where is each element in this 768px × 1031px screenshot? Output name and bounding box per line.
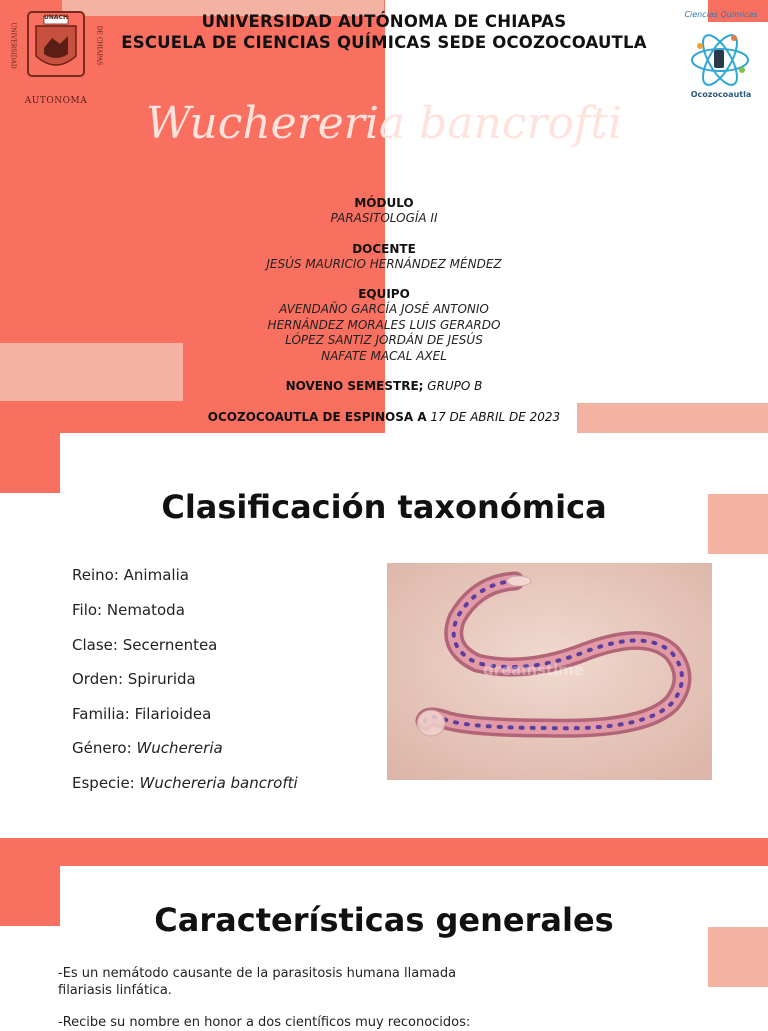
taxonomy-item-label: Orden: xyxy=(72,670,128,688)
unach-logo-bottom-text: AUTONOMA xyxy=(24,96,88,106)
docente-label: DOCENTE xyxy=(352,242,416,256)
cover-coral-left-tail xyxy=(0,433,60,493)
semestre-line xyxy=(0,379,768,393)
taxonomy-item-label: Filo: xyxy=(72,601,107,619)
docente-value: JESÚS MAURICIO HERNÁNDEZ MÉNDEZ xyxy=(266,257,502,271)
worm-image-watermark: dreamstime xyxy=(483,661,585,679)
taxonomy-item xyxy=(72,705,211,723)
fecha-value: 17 DE ABRIL DE 2023 xyxy=(430,410,561,424)
page3-coral-band xyxy=(0,838,768,866)
lugar-label: OCOZOCOAUTLA DE ESPINOSA A xyxy=(207,410,427,424)
taxonomy-item xyxy=(72,739,223,757)
taxonomy-item-value: Wuchereria xyxy=(136,739,223,757)
equipo-member: AVENDAÑO GARCÍA JOSÉ ANTONIO xyxy=(279,302,489,316)
equipo-member: LÓPEZ SANTIZ JORDÁN DE JESÚS xyxy=(285,333,483,347)
taxonomy-item-label: Reino: xyxy=(72,566,124,584)
equipo-member: NAFATE MACAL AXEL xyxy=(321,349,447,363)
taxonomy-item-label: Clase: xyxy=(72,636,123,654)
cover-title: Wuchereria bancrofti xyxy=(145,98,623,149)
taxonomy-item xyxy=(72,601,185,619)
lugar-fecha-line xyxy=(0,410,768,424)
taxonomy-item xyxy=(72,774,298,792)
unach-logo-right-text: DE CHIAPAS xyxy=(95,25,103,66)
taxonomy-item-label: Especie: xyxy=(72,774,140,792)
ciencias-logo-top-text: Ciencias Químicas xyxy=(684,10,758,19)
taxonomy-item-value: Animalia xyxy=(123,566,189,584)
semestre-label: NOVENO SEMESTRE; xyxy=(285,379,424,393)
university-name: UNIVERSIDAD AUTÓNOMA DE CHIAPAS xyxy=(201,12,567,31)
taxonomy-item-value: Filarioidea xyxy=(134,705,212,723)
modulo-label: MÓDULO xyxy=(354,196,414,210)
unach-logo-left-text: UNIVERSIDAD xyxy=(9,22,17,69)
taxonomy-item xyxy=(72,636,217,654)
taxonomy-item xyxy=(72,566,189,584)
taxonomy-item-label: Familia: xyxy=(72,705,135,723)
taxonomy-item-value: Spirurida xyxy=(127,670,196,688)
characteristics-title: Características generales xyxy=(154,901,614,939)
taxonomy-item-value: Wuchereria bancrofti xyxy=(139,774,298,792)
equipo-member: HERNÁNDEZ MORALES LUIS GERARDO xyxy=(267,318,501,332)
taxonomy-item-label: Género: xyxy=(72,739,137,757)
unach-logo-top-text: UNACH xyxy=(44,14,68,21)
worm-image xyxy=(387,563,712,780)
ciencias-quimicas-logo xyxy=(676,8,766,104)
ciencias-logo-bottom-text: Ocozocoautla xyxy=(690,90,752,99)
taxonomy-item xyxy=(72,670,196,688)
modulo-value: PARASITOLOGÍA II xyxy=(330,211,438,225)
characteristics-paragraph: -Recibe su nombre en honor a dos científicos muy reconocidos: xyxy=(58,1015,471,1030)
equipo-label: EQUIPO xyxy=(358,287,410,301)
characteristics-paragraph: -Es un nemátodo causante de la parasitosis humana llamada filariasis linfática. xyxy=(58,966,457,998)
taxonomy-item-value: Secernentea xyxy=(122,636,218,654)
school-name: ESCUELA DE CIENCIAS QUÍMICAS SEDE OCOZOCOAUTLA xyxy=(121,33,647,52)
taxonomy-item-value: Nematoda xyxy=(106,601,185,619)
semestre-value: GRUPO B xyxy=(427,379,483,393)
taxonomy-title: Clasificación taxonómica xyxy=(161,488,607,526)
